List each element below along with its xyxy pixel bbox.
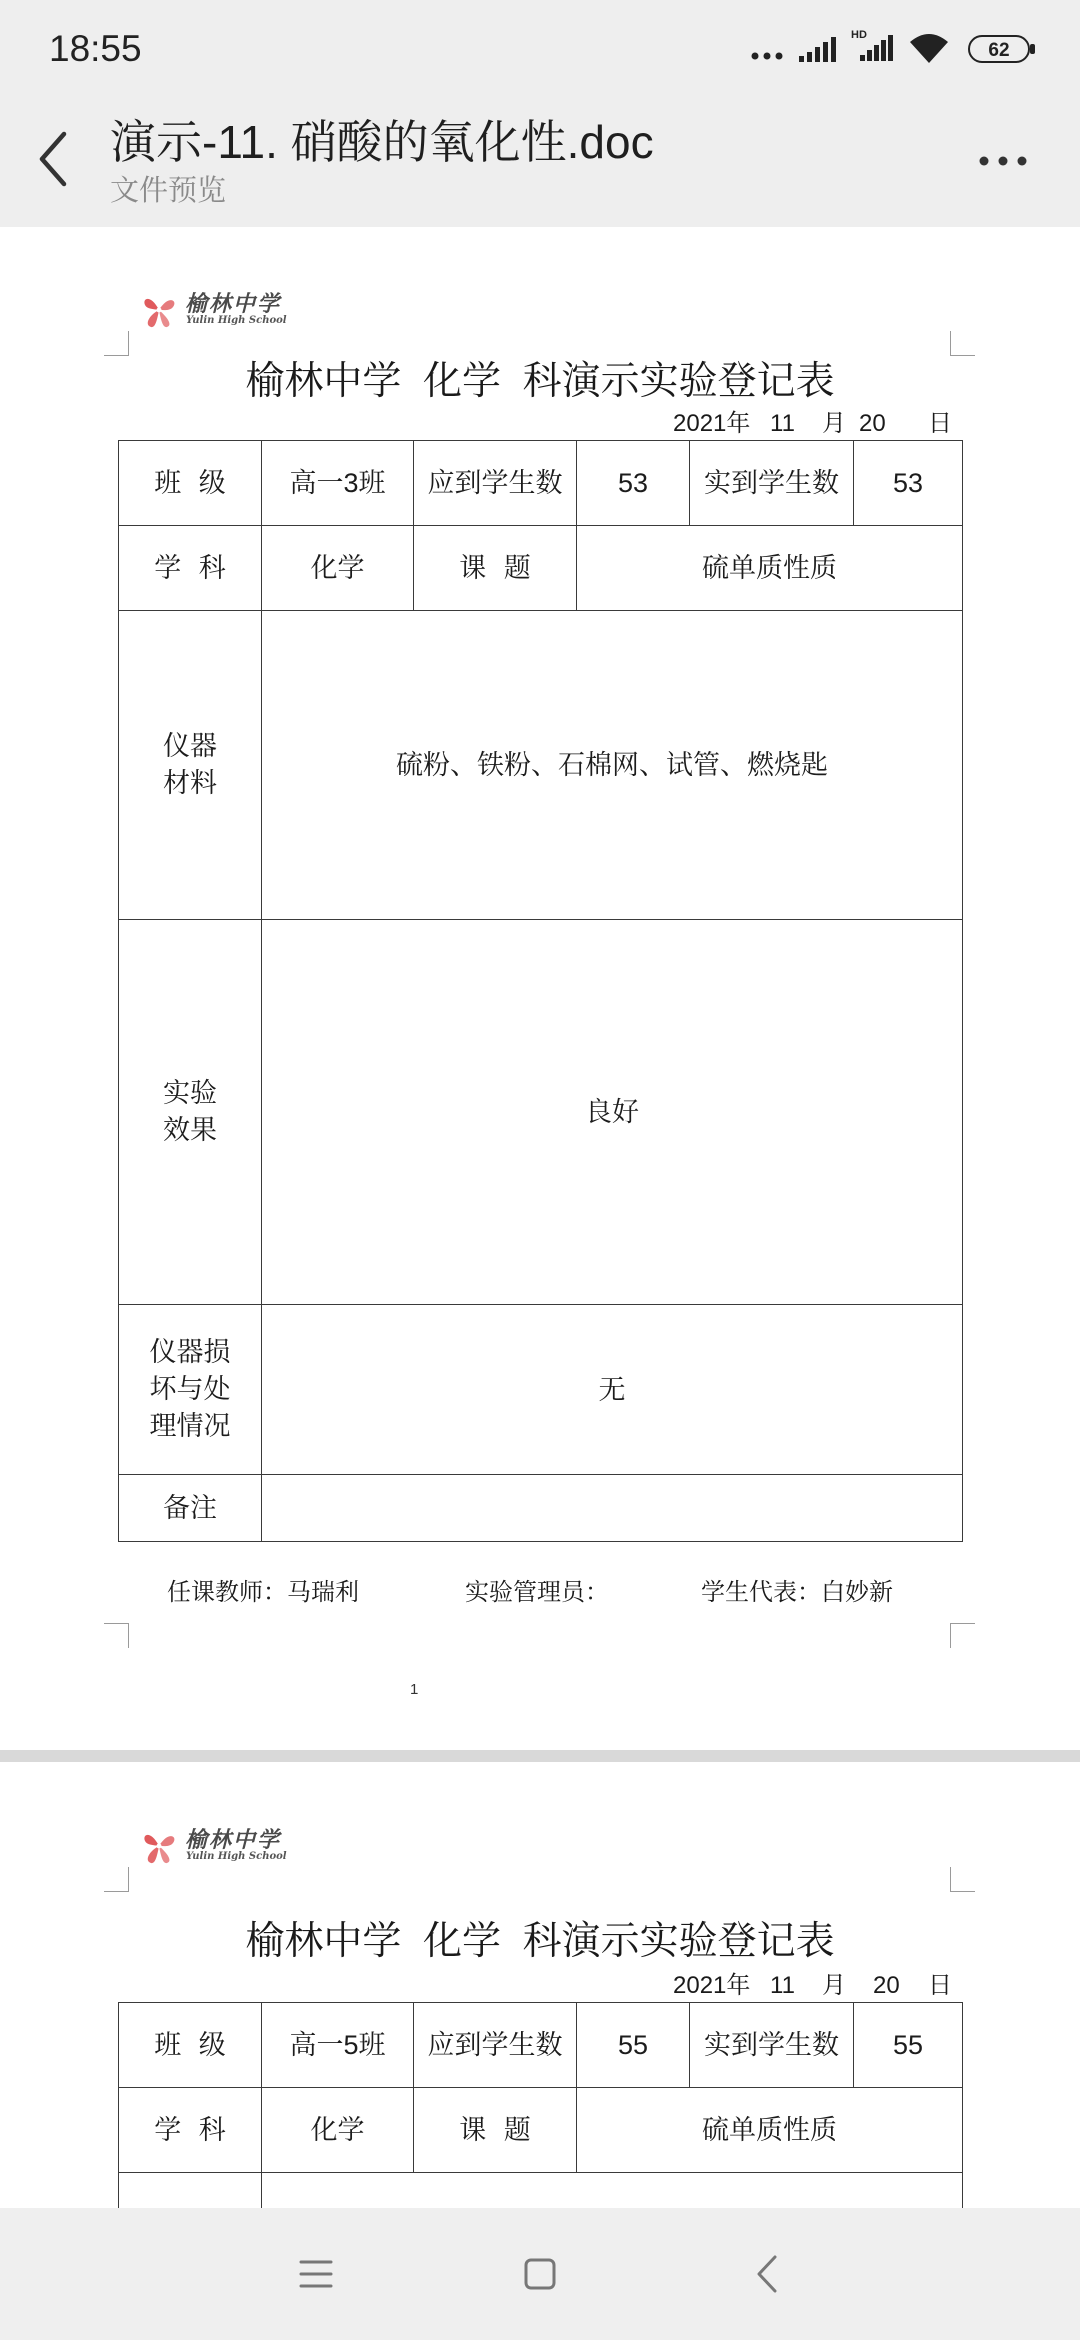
hd-label: HD <box>851 29 867 41</box>
logo-name-en: Yulin High School <box>186 315 287 326</box>
date-year: 2021年 <box>673 410 751 437</box>
class-label: 班 级 <box>119 2003 262 2088</box>
status-bar <box>0 0 1080 98</box>
crop-mark-top-right <box>950 331 975 356</box>
crop-mark-top-right <box>950 1867 975 1892</box>
school-logo-icon <box>139 1827 179 1865</box>
date-day: 20 <box>873 1972 900 1999</box>
hd-signal-icon <box>850 28 894 62</box>
expected-students-value: 53 <box>577 441 690 526</box>
remarks-label: 备注 <box>119 1475 262 1542</box>
logo-name-cn: 榆林中学 <box>185 291 282 317</box>
materials-label <box>119 2173 262 2209</box>
file-title: 演示-11. 硝酸的氧化性.doc <box>110 116 654 168</box>
damage-label-line: 理情况 <box>149 1411 231 1441</box>
battery-level: 62 <box>988 40 1010 61</box>
date-month-unit: 月 <box>822 1972 846 1999</box>
table-row <box>119 2088 963 2173</box>
home-square-icon[interactable] <box>514 2248 566 2300</box>
expected-students-label: 应到学生数 <box>414 2003 577 2088</box>
app-header <box>0 98 1080 227</box>
topic-value: 硫单质性质 <box>577 526 963 611</box>
table-row <box>119 1305 963 1475</box>
table-row <box>119 2173 963 2209</box>
document-page-2 <box>0 1762 1080 2208</box>
class-value: 高一3班 <box>262 441 414 526</box>
date-month: 11 <box>770 1972 795 1999</box>
result-label <box>119 920 262 1305</box>
form-title: 榆林中学 化学 科演示实验登记表 <box>245 360 835 403</box>
remarks-value <box>262 1475 963 1542</box>
topic-label: 课 题 <box>414 526 577 611</box>
back-arrow-icon[interactable] <box>36 130 72 188</box>
school-logo-icon <box>139 291 179 329</box>
subject-label: 学 科 <box>119 2088 262 2173</box>
experiment-registration-table <box>118 440 963 1542</box>
materials-label-line: 材料 <box>163 768 217 798</box>
status-time: 18:55 <box>49 28 142 69</box>
signal-icon <box>798 36 838 62</box>
battery-icon <box>968 35 1038 63</box>
damage-label <box>119 1305 262 1475</box>
table-row <box>119 611 963 920</box>
date-year: 2021年 <box>673 1972 751 1999</box>
page-number: 1 <box>410 1681 419 1698</box>
subject-label: 学 科 <box>119 526 262 611</box>
date-month: 11 <box>770 410 795 437</box>
logo-name-cn: 榆林中学 <box>185 1827 282 1853</box>
materials-value <box>262 2173 963 2209</box>
date-day-unit: 日 <box>928 1972 952 1999</box>
topic-value: 硫单质性质 <box>577 2088 963 2173</box>
system-navigation-bar <box>0 2208 1080 2340</box>
wifi-icon <box>908 32 950 64</box>
damage-label-line: 仪器损 <box>149 1337 231 1367</box>
file-preview-subtitle: 文件预览 <box>110 175 227 207</box>
table-row <box>119 920 963 1305</box>
signature-teacher: 任课教师：马瑞利 <box>167 1579 359 1606</box>
experiment-registration-table <box>118 2002 963 2208</box>
actual-students-label: 实到学生数 <box>690 441 854 526</box>
actual-students-value: 53 <box>854 441 963 526</box>
expected-students-value: 55 <box>577 2003 690 2088</box>
result-label-line: 实验 <box>163 1078 217 1108</box>
subject-value: 化学 <box>262 2088 414 2173</box>
document-viewport[interactable] <box>0 227 1080 2208</box>
result-label-line: 效果 <box>163 1115 217 1145</box>
more-options-icon[interactable] <box>976 152 1030 170</box>
more-dots-icon <box>748 50 788 62</box>
materials-label <box>119 611 262 920</box>
result-value: 良好 <box>262 920 963 1305</box>
expected-students-label: 应到学生数 <box>414 441 577 526</box>
document-page-1 <box>0 227 1080 1750</box>
menu-icon[interactable] <box>290 2248 342 2300</box>
subject-value: 化学 <box>262 526 414 611</box>
actual-students-value: 55 <box>854 2003 963 2088</box>
date-day-unit: 日 <box>928 410 952 437</box>
table-row <box>119 1475 963 1542</box>
damage-value: 无 <box>262 1305 963 1475</box>
crop-mark-top-left <box>104 331 129 356</box>
crop-mark-top-left <box>104 1867 129 1892</box>
crop-mark-bottom-left <box>104 1623 129 1648</box>
crop-mark-bottom-right <box>950 1623 975 1648</box>
topic-label: 课 题 <box>414 2088 577 2173</box>
damage-label-line: 坏与处 <box>149 1374 231 1404</box>
class-label: 班 级 <box>119 441 262 526</box>
table-row <box>119 441 963 526</box>
table-row <box>119 526 963 611</box>
form-title: 榆林中学 化学 科演示实验登记表 <box>245 1920 835 1963</box>
date-month-unit: 月 <box>822 410 846 437</box>
materials-value: 硫粉、铁粉、石棉网、试管、燃烧匙 <box>262 611 963 920</box>
page-separator <box>0 1750 1080 1762</box>
logo-name-en: Yulin High School <box>186 1851 287 1862</box>
signature-student-rep: 学生代表：白妙新 <box>701 1579 893 1606</box>
class-value: 高一5班 <box>262 2003 414 2088</box>
date-day: 20 <box>859 410 886 437</box>
actual-students-label: 实到学生数 <box>690 2003 854 2088</box>
materials-label-line: 仪器 <box>163 731 217 761</box>
table-row <box>119 2003 963 2088</box>
signature-lab-manager: 实验管理员： <box>465 1579 609 1606</box>
back-chevron-icon[interactable] <box>742 2248 794 2300</box>
